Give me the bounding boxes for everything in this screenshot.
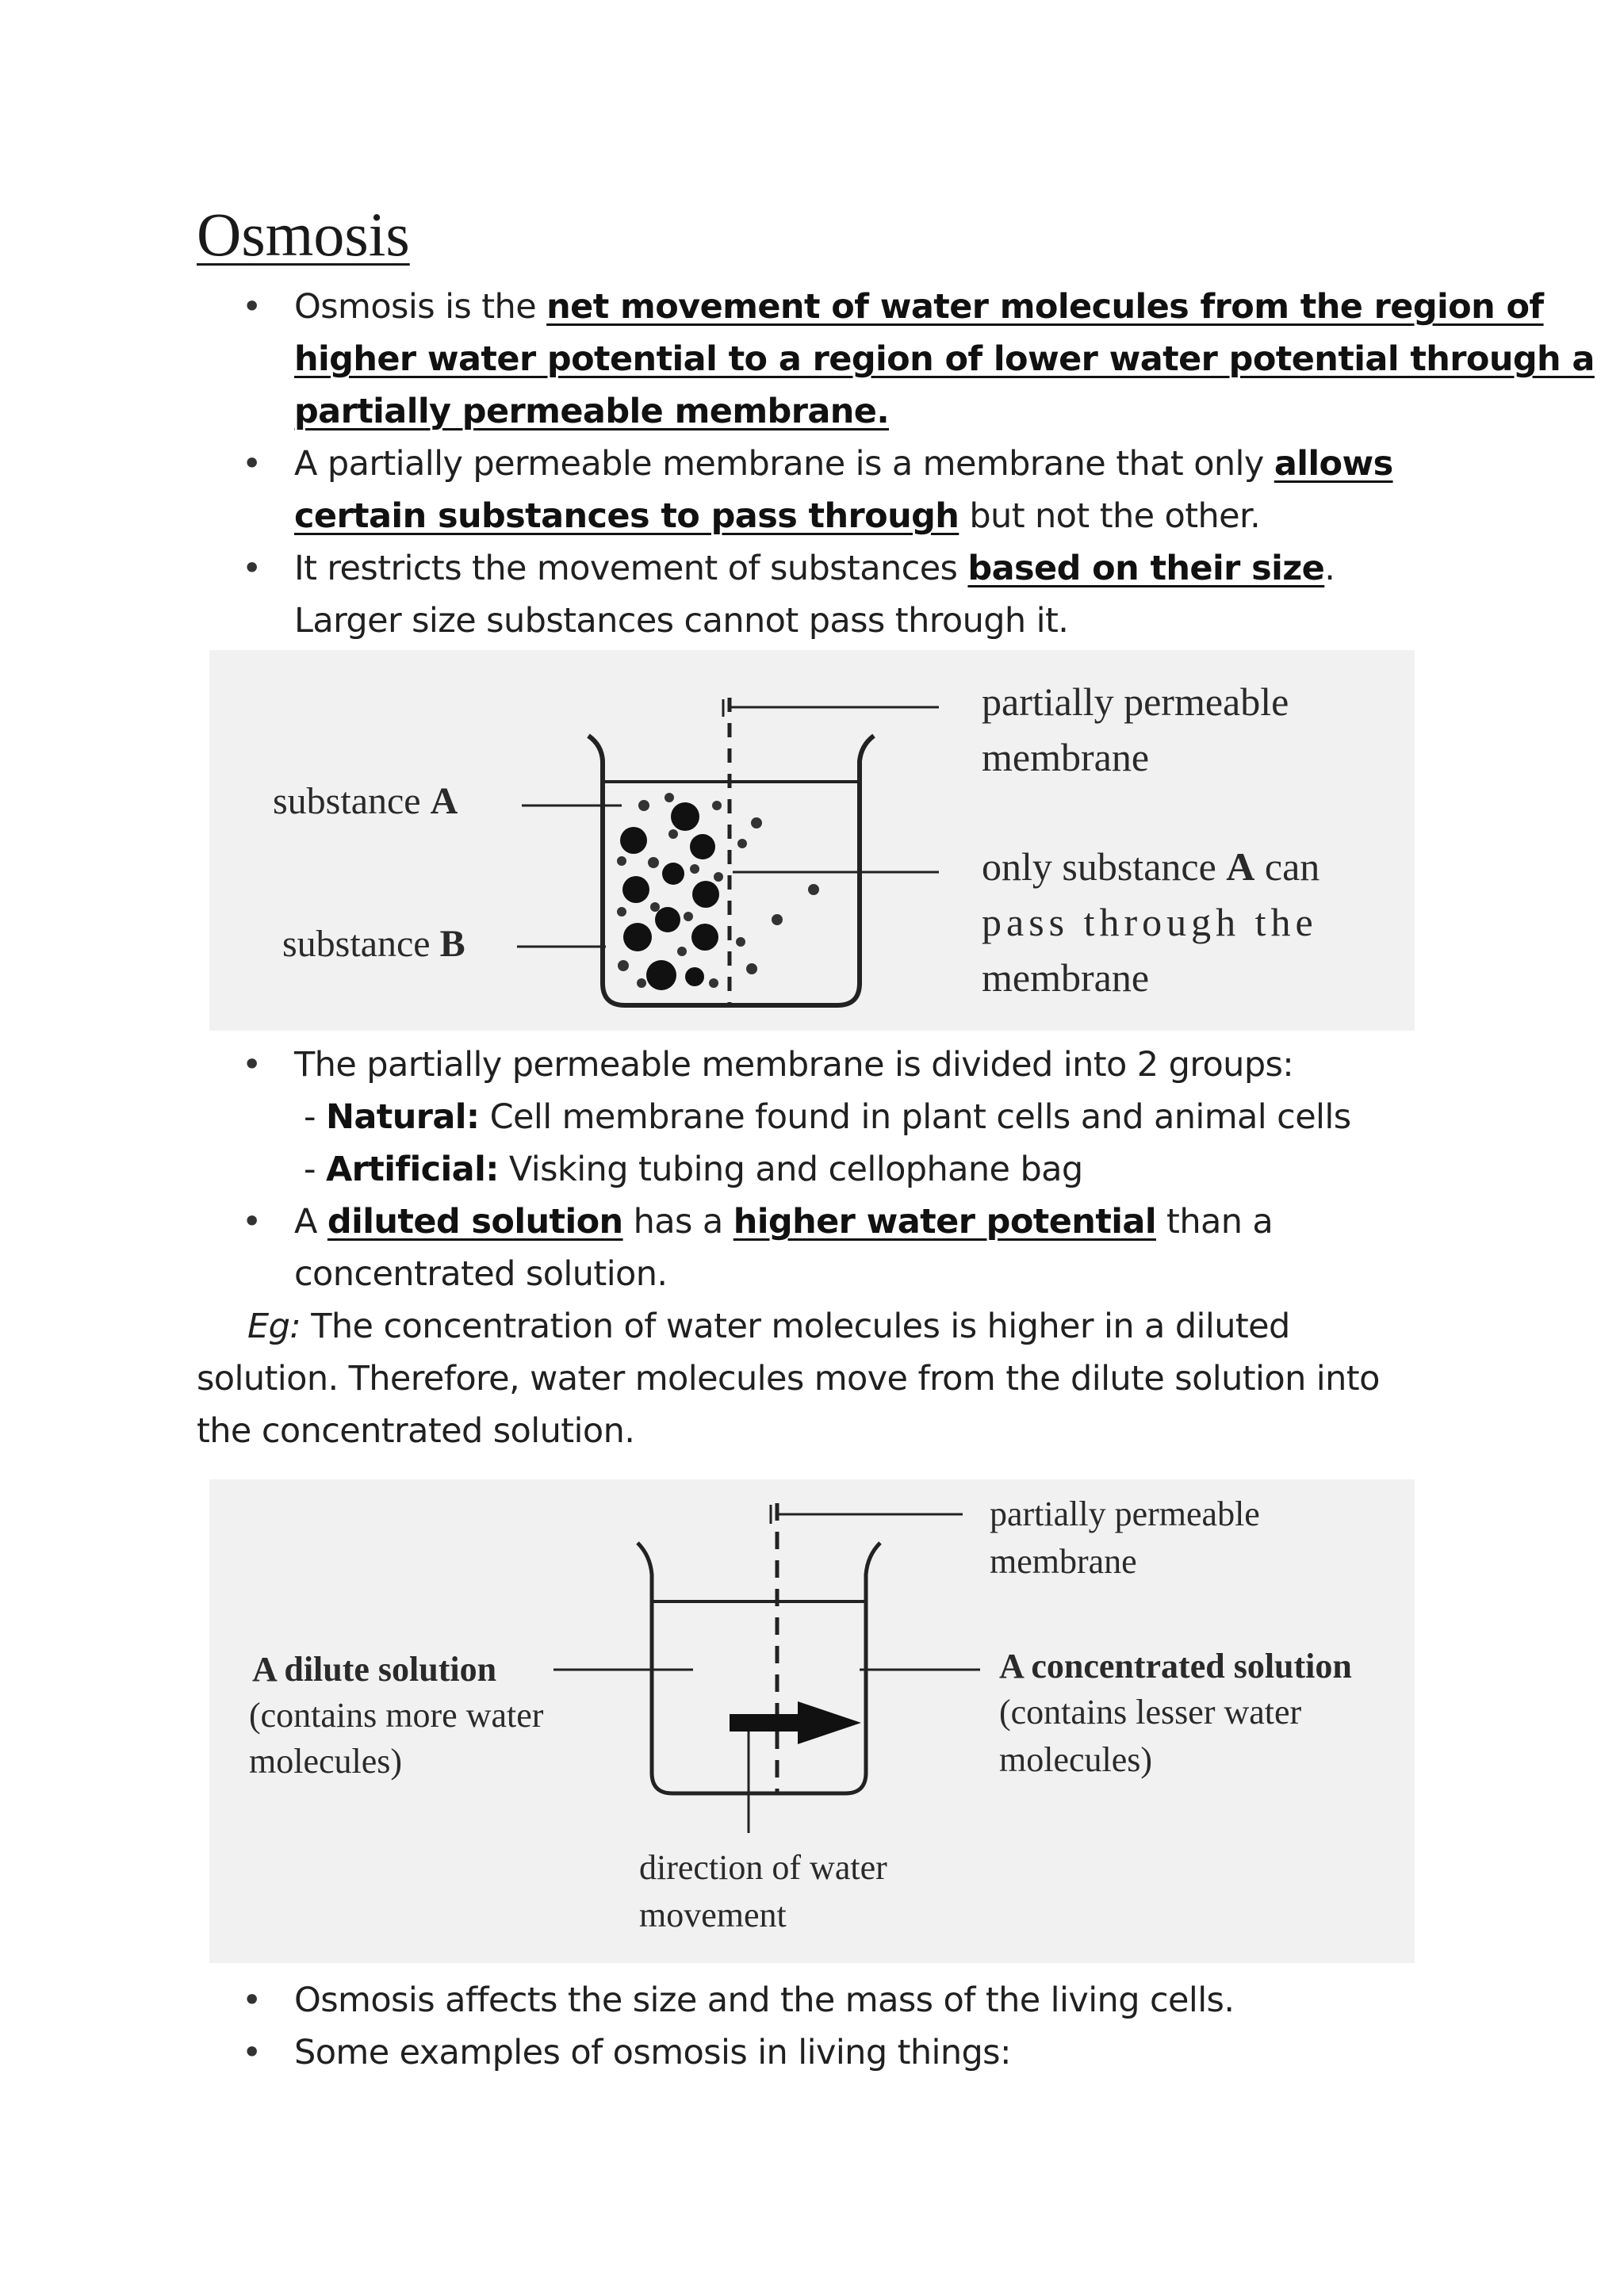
svg-text:movement: movement [639, 1896, 787, 1934]
svg-text:molecules): molecules) [999, 1740, 1153, 1779]
svg-text:partially permeable: partially permeable [982, 679, 1289, 724]
bullet-item: Osmosis affects the size and the mass of the living cells. [294, 1980, 1235, 2020]
bullet-item: It restricts the movement of substances based on their size. [294, 549, 1335, 588]
svg-text:(contains more water: (contains more water [249, 1696, 544, 1735]
bullet-line: Larger size substances cannot pass through it. [294, 601, 1069, 641]
water-arrow [730, 1714, 801, 1732]
bullet-item: The partially permeable membrane is divided into 2 groups: [294, 1045, 1294, 1085]
substance-b-particles [620, 802, 719, 990]
bullet-line: concentrated solution. [294, 1254, 668, 1294]
svg-text:A concentrated solution: A concentrated solution [999, 1647, 1352, 1686]
svg-text:only substance A can: only substance A can [982, 844, 1320, 889]
svg-text:substance A: substance A [273, 780, 458, 822]
bullet-item: A partially permeable membrane is a membrane that only allows [294, 444, 1393, 484]
svg-text:membrane: membrane [982, 955, 1150, 1000]
svg-text:membrane: membrane [982, 735, 1150, 779]
svg-text:partially permeable: partially permeable [990, 1494, 1260, 1533]
bullet-item: Osmosis is the net movement of water molecules from the region of [294, 287, 1544, 327]
svg-text:pass through the: pass through the [982, 900, 1318, 944]
bullet-dot-icon: • [242, 549, 262, 588]
bullet-item: Some examples of osmosis in living things: [294, 2033, 1011, 2072]
bullet-item: A diluted solution has a higher water potential than a [294, 1202, 1274, 1242]
bullet-dot-icon: • [242, 2033, 262, 2072]
page-title: Osmosis [197, 200, 410, 269]
bullet-dot-icon: • [242, 444, 262, 484]
beaker-outline [638, 1543, 880, 1793]
svg-text:(contains lesser water: (contains lesser water [999, 1693, 1302, 1732]
sub-item-natural: - Natural: Cell membrane found in plant cells and animal cells [304, 1097, 1351, 1137]
bullet-dot-icon: • [242, 1980, 262, 2020]
bullet-line: certain substances to pass through but not the other. [294, 496, 1261, 536]
osmosis-diagram [209, 1479, 1415, 1963]
svg-text:membrane: membrane [990, 1542, 1137, 1581]
bullet-dot-icon: • [242, 287, 262, 327]
svg-text:direction of water: direction of water [639, 1848, 887, 1887]
bullet-dot-icon: • [242, 1045, 262, 1085]
svg-text:molecules): molecules) [249, 1742, 403, 1781]
svg-text:A dilute solution: A dilute solution [252, 1650, 497, 1689]
sub-item-artificial: - Artificial: Visking tubing and cellophane bag [304, 1150, 1083, 1189]
bullet-line: partially permeable membrane. [294, 392, 890, 431]
svg-text:substance B: substance B [282, 923, 465, 965]
bullet-line: higher water potential to a region of lower water potential through a [294, 339, 1595, 379]
notes-page: Osmosis • Osmosis is the net movement of water molecules from the region of higher water potential to a region of lower water potential through a partially permeable membrane. • A partially permeable membrane is a membrane that only allows certain substances to pass through but not the other. • It restricts the movement of substances based on their size. Larger size substances cannot pass through it. substance A substance B partially permeable membrane only substance A can pass through the membrane • The partially permeable membrane is divided into 2 groups: - Natural: Cell membrane found in plant cells and animal cells - Artificial: Visking tubing and cellophane bag • A diluted solution has a higher water potential than a concentrated solution. Eg: The concentration of water molecules is higher in a diluted solution. Therefore, water molecules move from the dilute solution into the concentrated solution. partially permeable membrane A dilute solution (contains more water molecules) A concentrated solution (contains lesser water molecules) direction of water movement • Osmosis affects the size and the mass of the living cells. • Some examples of osmosis in living things: [0, 0, 1624, 2296]
membrane-diagram [209, 650, 1415, 1031]
bullet-dot-icon: • [242, 1202, 262, 1242]
